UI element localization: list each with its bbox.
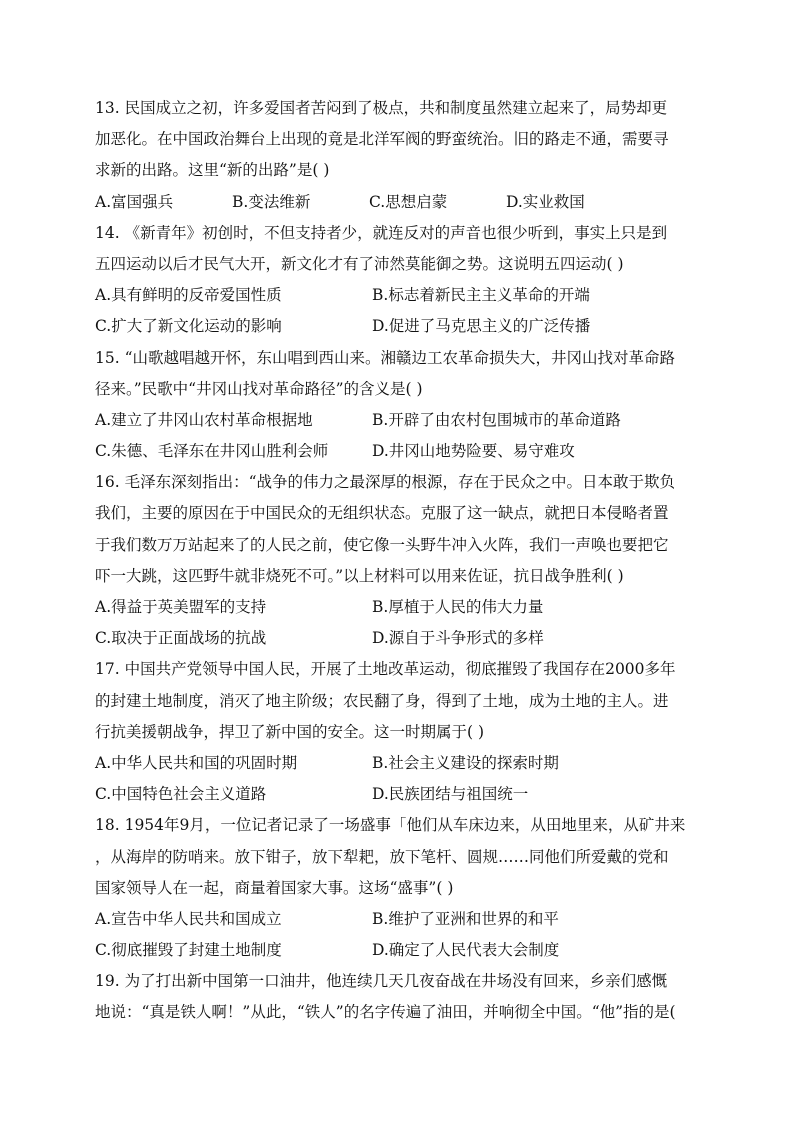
question-19 xyxy=(95,966,705,1028)
question-17-options-row-2 xyxy=(95,779,705,810)
option-b: B.标志着新民主主义革命的开端 xyxy=(372,286,590,305)
option-d: D.实业救国 xyxy=(506,192,585,211)
question-14-options-row-1 xyxy=(95,280,705,311)
question-14-line-2: 五四运动以后才民气大开，新文化才有了沛然莫能御之势。这说明五四运动( ) xyxy=(95,254,624,273)
question-15-line-1: 15. “山歌越唱越开怀，东山唱到西山来。湘赣边工农革命损失大，井冈山找对革命路 xyxy=(95,348,676,367)
option-a: A.宣告中华人民共和国成立 xyxy=(95,909,282,928)
question-14 xyxy=(95,218,705,343)
question-13-line-3: 求新的出路。这里“新的出路”是( ) xyxy=(95,161,330,180)
exam-page xyxy=(95,93,705,1029)
option-d: D.源自于斗争形式的多样 xyxy=(372,629,544,648)
option-b: B.开辟了由农村包围城市的革命道路 xyxy=(372,410,621,429)
question-18 xyxy=(95,810,705,966)
question-19-line-1: 19. 为了打出新中国第一口油井，他连续几天几夜奋战在井场没有回来，乡亲们感慨 xyxy=(95,972,668,991)
question-17-line-3: 行抗美援朝战争，捍卫了新中国的安全。这一时期属于( ) xyxy=(95,722,485,741)
question-17-options-row-1 xyxy=(95,748,705,779)
question-13-options xyxy=(95,187,705,218)
option-b: B.厚植于人民的伟大力量 xyxy=(372,598,544,616)
option-a: A.具有鲜明的反帝爱国性质 xyxy=(95,286,282,305)
option-c: C.彻底摧毁了封建土地制度 xyxy=(95,941,282,960)
question-16-options-row-1 xyxy=(95,592,705,623)
question-16-line-3: 于我们数万万站起来了的人民之前，使它像一头野牛冲入火阵，我们一声唤也要把它 xyxy=(95,535,669,554)
option-c: C.扩大了新文化运动的影响 xyxy=(95,317,282,336)
question-19-line-2: 地说：“真是铁人啊！”从此，“铁人”的名字传遍了油田，并响彻全中国。“他”指的是( xyxy=(95,1003,676,1022)
option-c: C.思想启蒙 xyxy=(369,192,448,211)
option-b: B.维护了亚洲和世界的和平 xyxy=(372,909,559,928)
question-17 xyxy=(95,654,705,810)
option-d: D.确定了人民代表大会制度 xyxy=(372,941,560,960)
option-d: D.井冈山地势险要、易守难攻 xyxy=(372,442,575,461)
question-17-line-2: 的封建土地制度，消灭了地主阶级；农民翻了身，得到了土地，成为土地的主人。进 xyxy=(95,691,669,710)
option-c: C.取决于正面战场的抗战 xyxy=(95,629,267,648)
option-a: A.得益于英美盟军的支持 xyxy=(95,598,267,616)
question-14-options-row-2 xyxy=(95,311,705,342)
question-16-line-1: 16. 毛泽东深刻指出：“战争的伟力之最深厚的根源，存在于民众之中。日本敢于欺负 xyxy=(95,473,676,492)
question-13-line-1: 13. 民国成立之初，许多爱国者苦闷到了极点，共和制度虽然建立起来了，局势却更 xyxy=(95,99,668,117)
question-18-options-row-1 xyxy=(95,904,705,935)
option-d: D.促进了马克思主义的广泛传播 xyxy=(372,317,591,336)
question-17-line-1: 17. 中国共产党领导中国人民，开展了土地改革运动，彻底摧毁了我国存在2000多年 xyxy=(95,660,676,679)
option-c: C.中国特色社会主义道路 xyxy=(95,785,267,804)
option-d: D.民族团结与祖国统一 xyxy=(372,785,529,804)
option-b: B.变法维新 xyxy=(232,192,311,211)
question-15 xyxy=(95,343,705,468)
question-15-options-row-1 xyxy=(95,405,705,436)
option-c: C.朱德、毛泽东在井冈山胜利会师 xyxy=(95,442,329,461)
question-18-line-2: ，从海岸的防哨来。放下钳子，放下犁耙，放下笔杆、圆规……同他们所爱戴的党和 xyxy=(95,847,669,866)
question-15-line-2: 径来。”民歌中“井冈山找对革命路径”的含义是( ) xyxy=(95,379,423,398)
question-18-options-row-2 xyxy=(95,935,705,966)
option-b: B.社会主义建设的探索时期 xyxy=(372,753,559,772)
question-13 xyxy=(95,93,705,218)
question-16 xyxy=(95,467,705,654)
question-13-line-2: 加恶化。在中国政治舞台上出现的竟是北洋军阀的野蛮统治。旧的路走不通，需要寻 xyxy=(95,130,669,149)
question-16-options-row-2 xyxy=(95,623,705,654)
question-14-line-1: 14. 《新青年》初创时，不但支持者少，就连反对的声音也很少听到，事实上只是到 xyxy=(95,223,668,242)
question-18-line-3: 国家领导人在一起，商量着国家大事。这场“盛事”( ) xyxy=(95,878,454,897)
question-16-line-2: 我们，主要的原因在于中国民众的无组织状态。克服了这一缺点，就把日本侵略者置 xyxy=(95,504,669,523)
question-15-options-row-2 xyxy=(95,436,705,467)
option-a: A.中华人民共和国的巩固时期 xyxy=(95,753,298,772)
option-a: A.富国强兵 xyxy=(95,192,174,211)
question-18-line-1: 18. 1954年9月，一位记者记录了一场盛事「他们从车床边来，从田地里来，从矿井来 xyxy=(95,816,686,835)
question-16-line-4: 吓一大跳，这匹野牛就非烧死不可。”以上材料可以用来佐证，抗日战争胜利( ) xyxy=(95,566,624,585)
option-a: A.建立了井冈山农村革命根据地 xyxy=(95,410,313,429)
